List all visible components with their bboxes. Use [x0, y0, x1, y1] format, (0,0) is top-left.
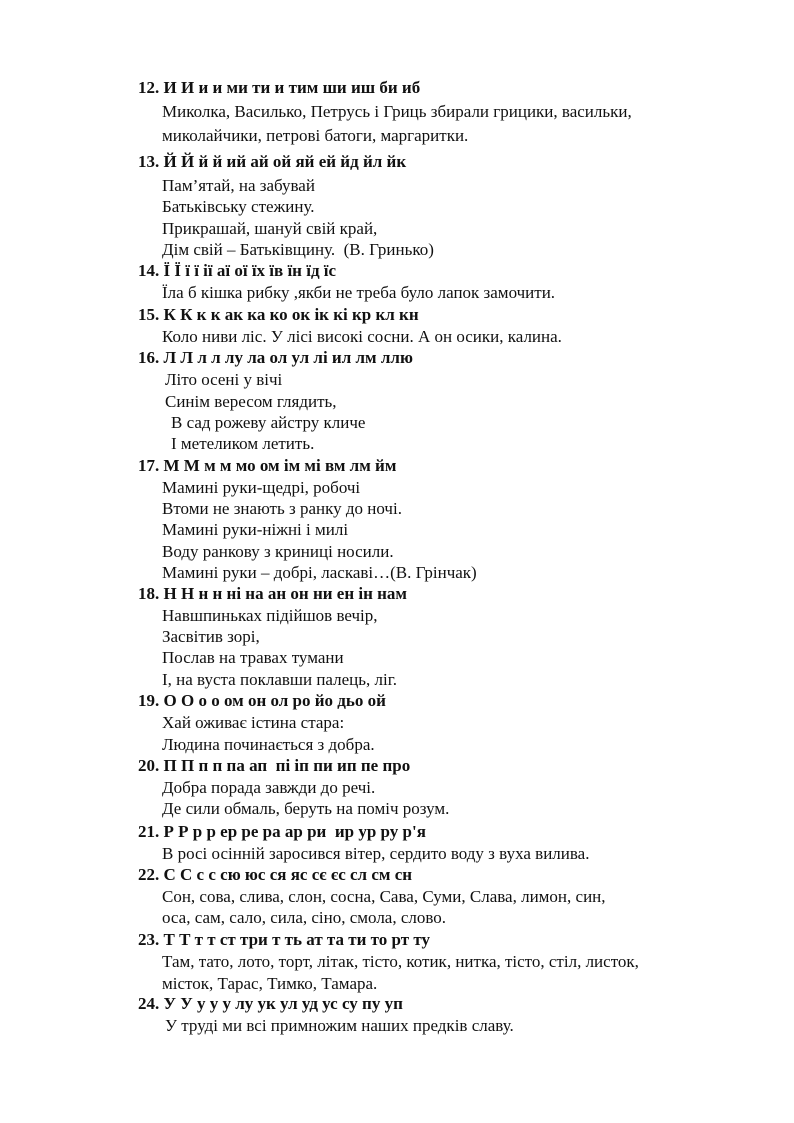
section-heading: 13. Й Й й й ий ай ой яй ей йд йл йк [138, 152, 407, 171]
section-heading: 20. П П п п па ап пі іп пи ип пе про [138, 756, 411, 775]
text-line: У труді ми всі примножим наших предків славу. [165, 1016, 514, 1035]
text-line: Їла б кішка рибку ,якби не треба було лапок замочити. [162, 283, 556, 302]
text-line: Мамині руки-ніжні і милі [162, 520, 349, 539]
text-line: миколайчики, петрові батоги, маргаритки. [162, 126, 469, 145]
section-heading: 21. Р Р р р ер ре ра ар ри ир ур ру р'я [138, 822, 426, 841]
text-line: Де сили обмаль, беруть на поміч розум. [162, 799, 450, 818]
section-heading: 24. У У у у у лу ук ул уд ус су пу уп [138, 994, 403, 1013]
text-line: Синім вересом глядить, [165, 392, 337, 411]
section-heading: 16. Л Л л л лу ла ол ул лі ил лм ллю [138, 348, 413, 367]
text-line: В сад рожеву айстру кличе [171, 413, 366, 432]
text-line: В росі осінній заросився вітер, сердито воду з вуха вилива. [162, 844, 590, 863]
text-line: Прикрашай, шануй свій край, [162, 219, 378, 238]
section-heading: 18. Н Н н н ні на ан он ни ен ін нам [138, 584, 408, 603]
text-line: Сон, сова, слива, слон, сосна, Сава, Суми, Слава, лимон, син, [162, 887, 606, 906]
text-line: Добра порада завжди до речі. [162, 778, 376, 797]
text-line: Навшпиньках підійшов вечір, [162, 606, 378, 625]
text-line: Там, тато, лото, торт, літак, тісто, котик, нитка, тісто, стіл, листок, [162, 952, 639, 971]
section-heading: 12. И И и и ми ти и тим ши иш би иб [138, 78, 421, 97]
text-line: І метеликом летить. [171, 434, 315, 453]
text-line: Пам’ятай, на забувай [162, 176, 315, 195]
section-heading: 17. М М м м мо ом ім мі вм лм йм [138, 456, 397, 475]
text-line: Мамині руки-щедрі, робочі [162, 478, 361, 497]
text-line: Коло ниви ліс. У лісі високі сосни. А он осики, калина. [162, 327, 562, 346]
text-line: Літо осені у вічі [165, 370, 283, 389]
text-line: Воду ранкову з криниці носили. [162, 542, 394, 561]
section-heading: 19. О О о о ом он ол ро йо дьо ой [138, 691, 386, 710]
text-line: Хай оживає істина стара: [162, 713, 345, 732]
text-line: місток, Тарас, Тимко, Тамара. [162, 974, 378, 993]
text-line: оса, сам, сало, сила, сіно, смола, слово. [162, 908, 447, 927]
section-heading: 22. С С с с сю юс ся яс сє єс сл см сн [138, 865, 413, 884]
text-line: Втоми не знають з ранку до ночі. [162, 499, 402, 518]
section-heading: 14. Ї Ї ї ї ії аї ої їх їв їн їд їс [138, 261, 337, 280]
text-line: Послав на травах тумани [162, 648, 344, 667]
text-line: Мамині руки – добрі, ласкаві…(В. Грінчак) [162, 563, 477, 582]
section-heading: 15. К К к к ак ка ко ок ік кі кр кл кн [138, 305, 419, 324]
text-line: Засвітив зорі, [162, 627, 260, 646]
text-line: І, на вуста поклавши палець, ліг. [162, 670, 398, 689]
text-line: Миколка, Василько, Петрусь і Гриць збирали грицики, васильки, [162, 102, 632, 121]
text-line: Людина починається з добра. [162, 735, 375, 754]
text-line: Дім свій – Батьківщину. (В. Гринько) [162, 240, 434, 259]
text-line: Батьківську стежину. [162, 197, 315, 216]
section-heading: 23. Т Т т т ст три т ть ат та ти то рт ту [138, 930, 430, 949]
